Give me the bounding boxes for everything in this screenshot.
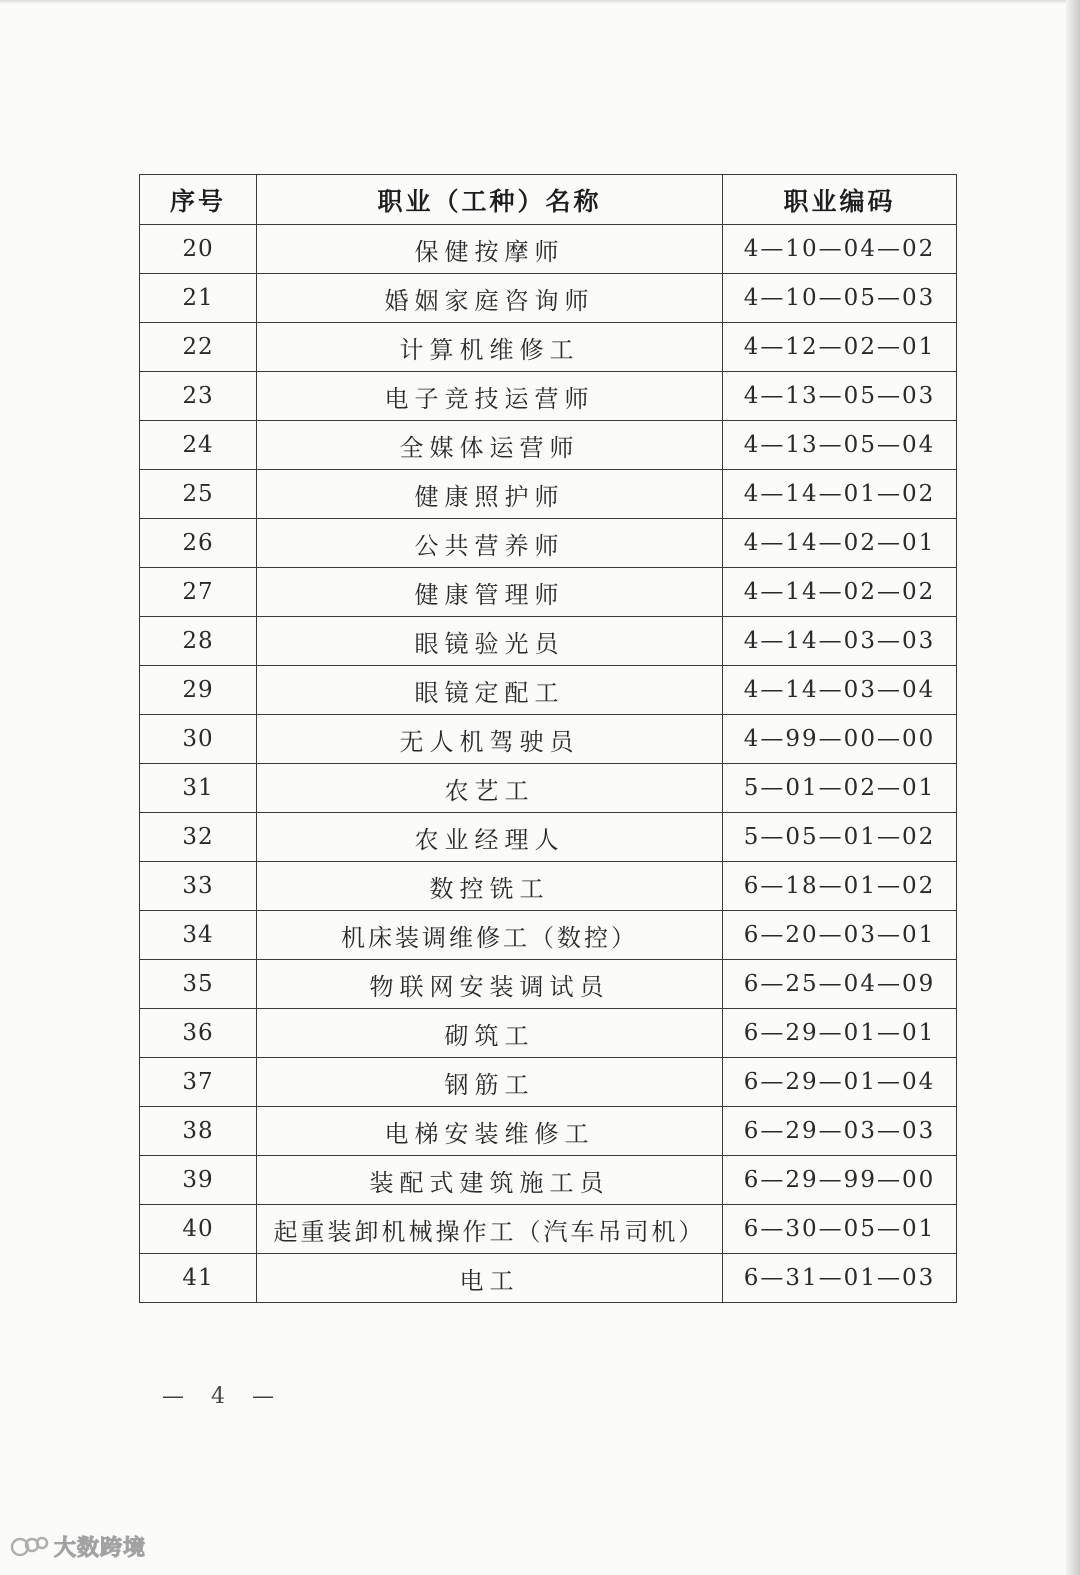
row-seq: 39 bbox=[140, 1156, 257, 1205]
row-code: 5—05—01—02 bbox=[723, 813, 957, 862]
table-row bbox=[140, 911, 957, 960]
table-row bbox=[140, 862, 957, 911]
row-seq: 37 bbox=[140, 1058, 257, 1107]
row-seq: 21 bbox=[140, 274, 257, 323]
row-name: 眼镜验光员 bbox=[257, 617, 723, 666]
row-seq: 30 bbox=[140, 715, 257, 764]
row-name: 健康管理师 bbox=[257, 568, 723, 617]
row-name: 健康照护师 bbox=[257, 470, 723, 519]
row-seq: 26 bbox=[140, 519, 257, 568]
row-seq: 27 bbox=[140, 568, 257, 617]
row-seq: 31 bbox=[140, 764, 257, 813]
row-seq: 23 bbox=[140, 372, 257, 421]
row-seq: 41 bbox=[140, 1254, 257, 1303]
row-code: 4—14—03—03 bbox=[723, 617, 957, 666]
table-row bbox=[140, 813, 957, 862]
row-code: 4—10—04—02 bbox=[723, 225, 957, 274]
row-code: 4—99—00—00 bbox=[723, 715, 957, 764]
row-code: 6—18—01—02 bbox=[723, 862, 957, 911]
row-code: 4—14—02—01 bbox=[723, 519, 957, 568]
row-seq: 20 bbox=[140, 225, 257, 274]
row-name: 砌筑工 bbox=[257, 1009, 723, 1058]
watermark bbox=[10, 1531, 146, 1562]
row-code: 6—20—03—01 bbox=[723, 911, 957, 960]
page-number: — 4 — bbox=[162, 1384, 284, 1409]
row-seq: 28 bbox=[140, 617, 257, 666]
table-row bbox=[140, 960, 957, 1009]
row-seq: 24 bbox=[140, 421, 257, 470]
table-row bbox=[140, 470, 957, 519]
row-seq: 35 bbox=[140, 960, 257, 1009]
header-seq: 序号 bbox=[140, 175, 257, 225]
row-seq: 25 bbox=[140, 470, 257, 519]
row-seq: 29 bbox=[140, 666, 257, 715]
table-row bbox=[140, 225, 957, 274]
header-code: 职业编码 bbox=[723, 175, 957, 225]
row-seq: 40 bbox=[140, 1205, 257, 1254]
row-code: 6—29—03—03 bbox=[723, 1107, 957, 1156]
table-header-row bbox=[140, 175, 957, 225]
row-name: 物联网安装调试员 bbox=[257, 960, 723, 1009]
row-name: 保健按摩师 bbox=[257, 225, 723, 274]
row-name: 装配式建筑施工员 bbox=[257, 1156, 723, 1205]
row-name: 起重装卸机械操作工（汽车吊司机） bbox=[257, 1205, 723, 1254]
row-seq: 38 bbox=[140, 1107, 257, 1156]
table-row bbox=[140, 421, 957, 470]
scan-edge-right bbox=[1066, 0, 1080, 1575]
row-name: 钢筋工 bbox=[257, 1058, 723, 1107]
table-row bbox=[140, 274, 957, 323]
row-code: 4—12—02—01 bbox=[723, 323, 957, 372]
row-code: 6—29—01—01 bbox=[723, 1009, 957, 1058]
row-code: 6—29—01—04 bbox=[723, 1058, 957, 1107]
row-seq: 32 bbox=[140, 813, 257, 862]
table-row bbox=[140, 1058, 957, 1107]
header-name: 职业（工种）名称 bbox=[257, 175, 723, 225]
table-row bbox=[140, 519, 957, 568]
row-name: 农艺工 bbox=[257, 764, 723, 813]
table-row bbox=[140, 617, 957, 666]
row-name: 全媒体运营师 bbox=[257, 421, 723, 470]
row-seq: 34 bbox=[140, 911, 257, 960]
table-row bbox=[140, 1254, 957, 1303]
row-seq: 36 bbox=[140, 1009, 257, 1058]
row-name: 电子竞技运营师 bbox=[257, 372, 723, 421]
row-code: 4—14—01—02 bbox=[723, 470, 957, 519]
table-row bbox=[140, 1009, 957, 1058]
watermark-logo-icon bbox=[10, 1533, 50, 1561]
row-code: 6—30—05—01 bbox=[723, 1205, 957, 1254]
row-seq: 22 bbox=[140, 323, 257, 372]
row-name: 数控铣工 bbox=[257, 862, 723, 911]
row-code: 6—29—99—00 bbox=[723, 1156, 957, 1205]
scan-edge-top bbox=[0, 0, 1080, 4]
row-name: 机床装调维修工（数控） bbox=[257, 911, 723, 960]
row-code: 6—25—04—09 bbox=[723, 960, 957, 1009]
row-code: 4—14—03—04 bbox=[723, 666, 957, 715]
row-name: 公共营养师 bbox=[257, 519, 723, 568]
row-name: 农业经理人 bbox=[257, 813, 723, 862]
row-name: 婚姻家庭咨询师 bbox=[257, 274, 723, 323]
occupation-table bbox=[139, 174, 957, 1303]
row-name: 电梯安装维修工 bbox=[257, 1107, 723, 1156]
table-row bbox=[140, 666, 957, 715]
row-seq: 33 bbox=[140, 862, 257, 911]
row-code: 4—14—02—02 bbox=[723, 568, 957, 617]
table-row bbox=[140, 1107, 957, 1156]
table-row bbox=[140, 1205, 957, 1254]
table-row bbox=[140, 764, 957, 813]
row-name: 计算机维修工 bbox=[257, 323, 723, 372]
row-code: 6—31—01—03 bbox=[723, 1254, 957, 1303]
row-name: 电工 bbox=[257, 1254, 723, 1303]
row-code: 4—13—05—03 bbox=[723, 372, 957, 421]
table-row bbox=[140, 323, 957, 372]
row-code: 4—10—05—03 bbox=[723, 274, 957, 323]
table-row bbox=[140, 1156, 957, 1205]
table-row bbox=[140, 568, 957, 617]
table-row bbox=[140, 372, 957, 421]
row-name: 眼镜定配工 bbox=[257, 666, 723, 715]
row-code: 4—13—05—04 bbox=[723, 421, 957, 470]
row-code: 5—01—02—01 bbox=[723, 764, 957, 813]
table-row bbox=[140, 715, 957, 764]
watermark-text: 大数跨境 bbox=[54, 1536, 147, 1561]
row-name: 无人机驾驶员 bbox=[257, 715, 723, 764]
